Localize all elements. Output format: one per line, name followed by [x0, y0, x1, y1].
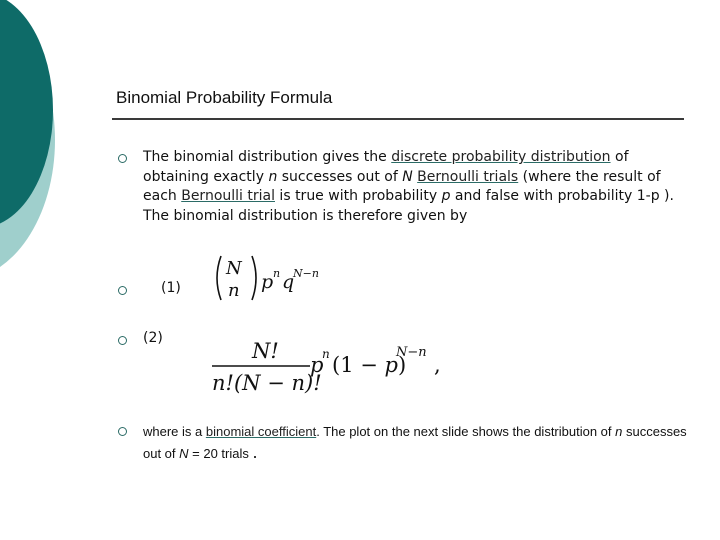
- definition-paragraph: The binomial distribution gives the discrete probability distribution of obtaining exactly n successes out of N Bernoulli trials (where the result of each Bernoulli trial is true with probability p and false with probability 1-p ). The binomial distribution is therefore given by: [143, 149, 674, 224]
- bullet-circle-icon: [118, 427, 127, 436]
- teal-circle-decoration: [0, 0, 80, 300]
- binomial-factorial-formula-image: [210, 328, 450, 400]
- coefficient-paragraph: where is a binomial coefficient. The plot on the next slide shows the distribution of n successes out of N = 20 trials .: [143, 424, 687, 462]
- discrete-probability-distribution-link[interactable]: discrete probability distribution: [391, 149, 611, 165]
- svg-text:p: p: [261, 271, 274, 293]
- bernoulli-trials-link[interactable]: Bernoulli trials: [417, 168, 519, 185]
- svg-text:N!: N!: [252, 339, 279, 363]
- svg-text:n: n: [273, 267, 281, 280]
- bullet-circle-icon: [118, 336, 127, 345]
- slide-title: Binomial Probability Formula: [116, 88, 333, 107]
- bullet-circle-icon: [118, 154, 127, 163]
- title-underline: [112, 118, 684, 120]
- svg-text:N−n: N−n: [396, 345, 427, 360]
- bernoulli-trial-link[interactable]: Bernoulli trial: [181, 188, 275, 204]
- svg-text:,: ,: [434, 353, 441, 377]
- svg-text:n!(N − n)!: n!(N − n)!: [212, 371, 322, 395]
- bullet-circle-icon: [118, 286, 127, 295]
- equation-number-2: (2): [143, 330, 163, 346]
- svg-text:n: n: [228, 280, 240, 301]
- svg-text:q: q: [282, 271, 295, 293]
- binomial-coefficient-link[interactable]: binomial coefficient: [205, 424, 317, 439]
- svg-text:N−n: N−n: [293, 267, 319, 280]
- svg-text:(1 − p): (1 − p): [332, 353, 407, 377]
- svg-text:n: n: [322, 347, 330, 361]
- binomial-formula-image: [212, 252, 337, 304]
- equation-number-1: (1): [161, 280, 181, 296]
- svg-text:p: p: [310, 353, 324, 377]
- svg-text:N: N: [226, 258, 242, 279]
